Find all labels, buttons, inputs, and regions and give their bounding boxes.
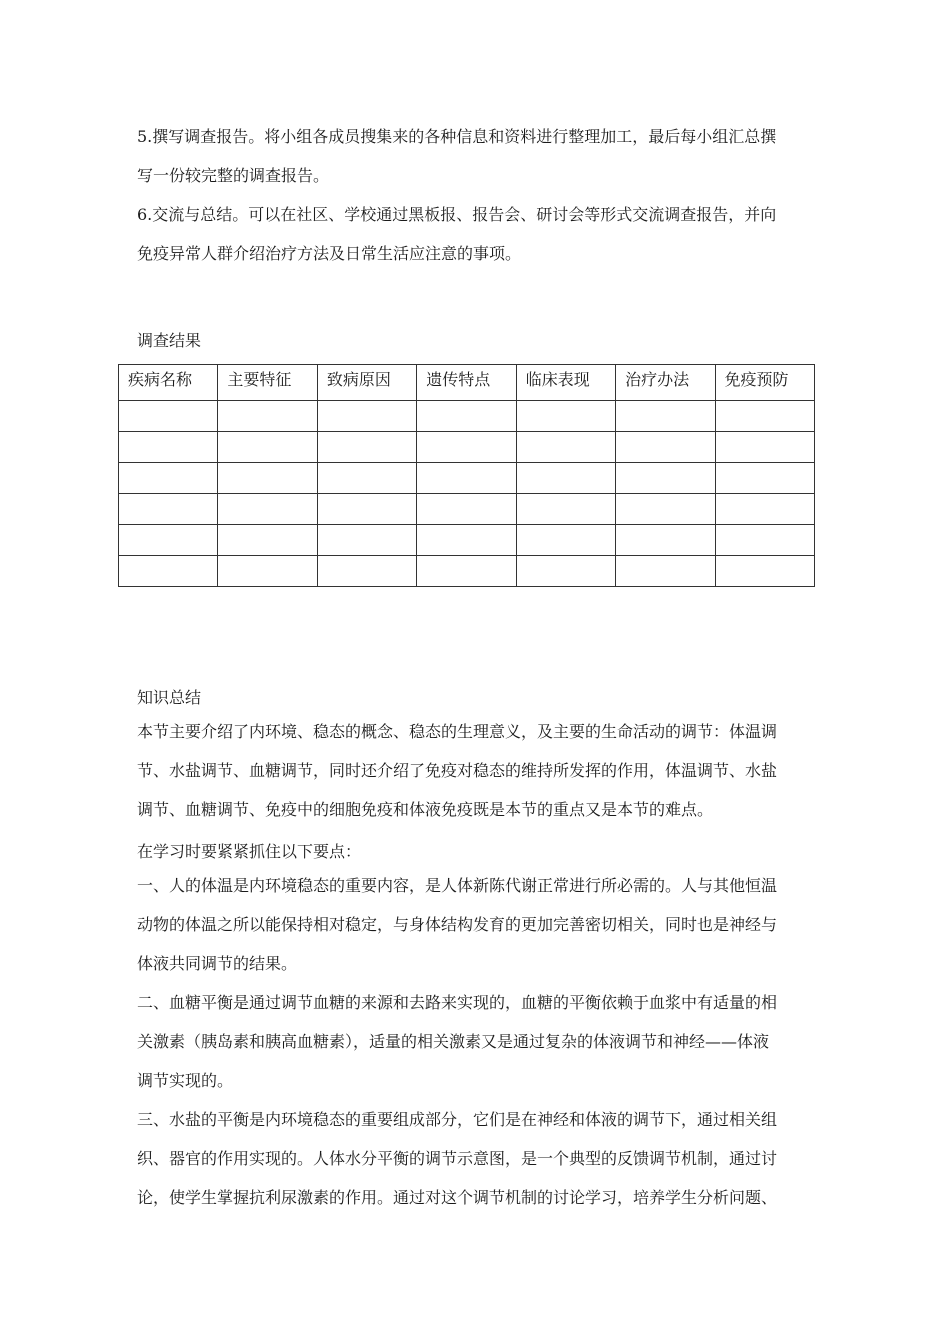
survey-results-table: [118, 364, 815, 587]
table-header-row: [119, 365, 815, 401]
table-row: [119, 494, 815, 525]
table-cell: [616, 401, 715, 432]
table-cell: [417, 525, 516, 556]
summary-intro-line-2: 节、水盐调节、血糖调节，同时还介绍了免疫对稳态的维持所发挥的作用，体温调节、水盐: [137, 761, 778, 780]
table-cell: [119, 525, 218, 556]
point-3-line-2: 织、器官的作用实现的。人体水分平衡的调节示意图，是一个典型的反馈调节机制，通过讨: [137, 1149, 778, 1168]
header-disease-name: 疾病名称: [119, 365, 218, 401]
table-cell: [417, 494, 516, 525]
table-cell: [119, 494, 218, 525]
table-cell: [616, 525, 715, 556]
table-cell: [218, 463, 317, 494]
table-cell: [417, 401, 516, 432]
step-5-line-2: 写一份较完整的调查报告。: [137, 166, 330, 185]
table-cell: [119, 401, 218, 432]
summary-intro-paragraph: [137, 712, 815, 829]
table-cell: [317, 556, 416, 587]
table-cell: [218, 432, 317, 463]
point-1-paragraph: [137, 866, 815, 983]
table-cell: [616, 432, 715, 463]
point-2-paragraph: [137, 983, 815, 1100]
table-row: [119, 556, 815, 587]
point-3-paragraph: [137, 1100, 815, 1217]
keypoints-intro: 在学习时要紧紧抓住以下要点：: [137, 842, 362, 861]
header-genetic-traits: 遗传特点: [417, 365, 516, 401]
table-cell: [616, 556, 715, 587]
point-1-line-2: 动物的体温之所以能保持相对稳定，与身体结构发育的更加完善密切相关，同时也是神经与: [137, 915, 778, 934]
table-cell: [715, 401, 814, 432]
step-5-paragraph: [137, 117, 815, 195]
table-cell: [119, 556, 218, 587]
table-cell: [616, 494, 715, 525]
table-cell: [715, 494, 814, 525]
summary-intro-line-3: 调节、血糖调节、免疫中的细胞免疫和体液免疫既是本节的重点又是本节的难点。: [137, 800, 714, 819]
knowledge-summary-title: 知识总结: [137, 688, 202, 707]
table-row: [119, 401, 815, 432]
header-cause: 致病原因: [317, 365, 416, 401]
table-cell: [218, 556, 317, 587]
point-3-line-1: 三、水盐的平衡是内环境稳态的重要组成部分，它们是在神经和体液的调节下，通过相关组: [137, 1110, 778, 1129]
step-6-line-2: 免疫异常人群介绍治疗方法及日常生活应注意的事项。: [137, 244, 522, 263]
step-6-paragraph: [137, 195, 815, 273]
header-immune-prevention: 免疫预防: [715, 365, 814, 401]
table-cell: [516, 525, 615, 556]
table-cell: [417, 463, 516, 494]
table-cell: [616, 463, 715, 494]
table-cell: [715, 556, 814, 587]
table-cell: [715, 432, 814, 463]
point-2-line-1: 二、血糖平衡是通过调节血糖的来源和去路来实现的，血糖的平衡依赖于血浆中有适量的相: [137, 993, 778, 1012]
table-cell: [715, 525, 814, 556]
table-cell: [516, 463, 615, 494]
table-cell: [317, 401, 416, 432]
table-cell: [516, 401, 615, 432]
point-3-line-3: 论，使学生掌握抗利尿激素的作用。通过对这个调节机制的讨论学习，培养学生分析问题、: [137, 1188, 778, 1207]
point-1-line-3: 体液共同调节的结果。: [137, 954, 298, 973]
table-cell: [119, 463, 218, 494]
point-2-line-3: 调节实现的。: [137, 1071, 234, 1090]
summary-intro-line-1: 本节主要介绍了内环境、稳态的概念、稳态的生理意义，及主要的生命活动的调节：体温调: [137, 722, 778, 741]
table-row: [119, 432, 815, 463]
table-cell: [715, 463, 814, 494]
header-main-features: 主要特征: [218, 365, 317, 401]
table-cell: [417, 556, 516, 587]
step-5-line-1: 5.撰写调查报告。将小组各成员搜集来的各种信息和资料进行整理加工，最后每小组汇总撰: [137, 127, 777, 146]
table-row: [119, 463, 815, 494]
table-cell: [119, 432, 218, 463]
survey-results-title: 调查结果: [137, 331, 202, 350]
table-cell: [218, 494, 317, 525]
table-cell: [218, 525, 317, 556]
table-cell: [417, 432, 516, 463]
table-cell: [218, 401, 317, 432]
table-row: [119, 525, 815, 556]
table-cell: [516, 556, 615, 587]
table-cell: [317, 463, 416, 494]
step-6-line-1: 6.交流与总结。可以在社区、学校通过黑板报、报告会、研讨会等形式交流调查报告，并向: [137, 205, 777, 224]
table-cell: [317, 432, 416, 463]
table-cell: [317, 494, 416, 525]
table-cell: [317, 525, 416, 556]
header-treatment: 治疗办法: [616, 365, 715, 401]
point-1-line-1: 一、人的体温是内环境稳态的重要内容，是人体新陈代谢正常进行所必需的。人与其他恒温: [137, 876, 778, 895]
table-cell: [516, 494, 615, 525]
header-clinical-signs: 临床表现: [516, 365, 615, 401]
point-2-line-2: 关激素（胰岛素和胰高血糖素），适量的相关激素又是通过复杂的体液调节和神经——体液: [137, 1032, 770, 1051]
table-cell: [516, 432, 615, 463]
